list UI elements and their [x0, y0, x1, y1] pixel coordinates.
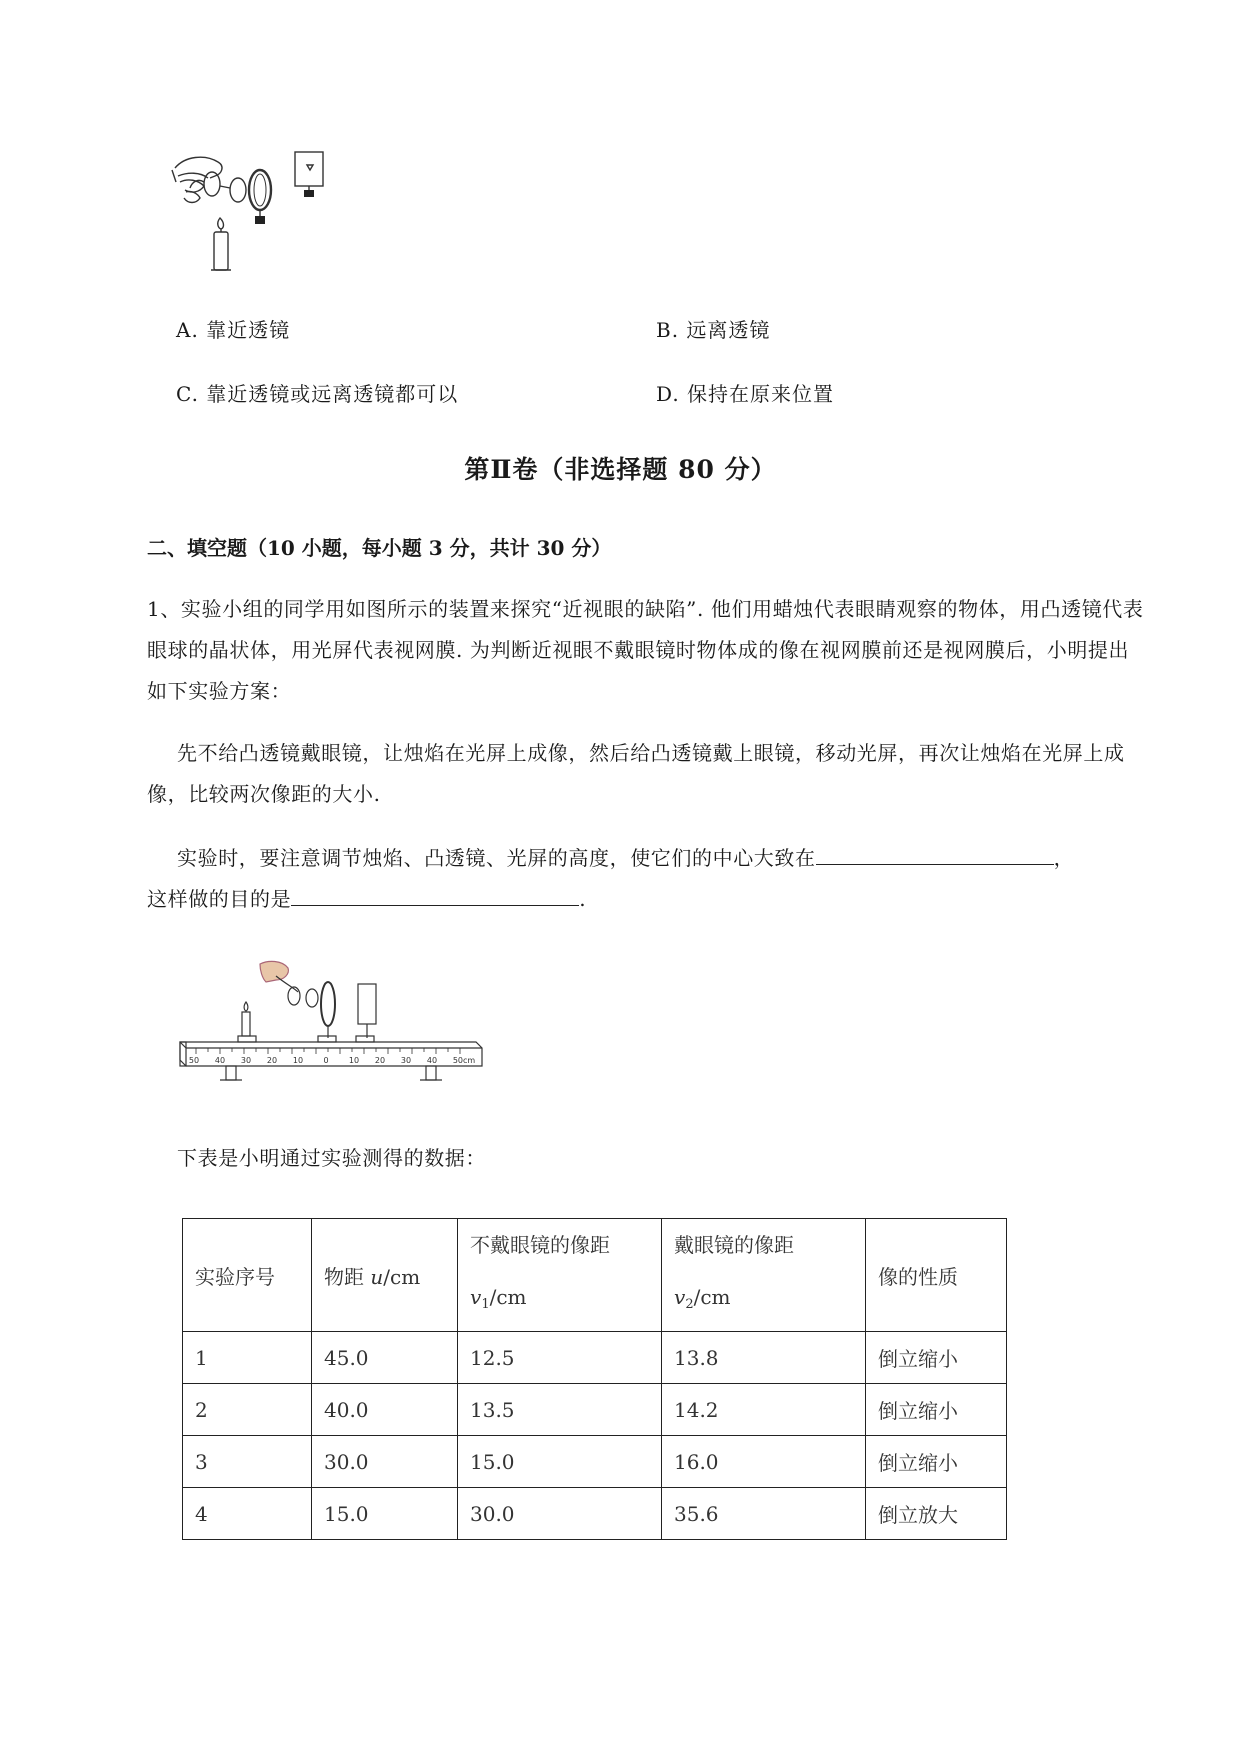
- table-row: [183, 1384, 1007, 1436]
- option-a: A. 靠近透镜: [176, 318, 291, 342]
- cell-v1: 13.5: [458, 1384, 662, 1436]
- fill-text-3: 这样做的目的是: [147, 887, 292, 911]
- question-fill: [147, 838, 1147, 879]
- table-row: [183, 1436, 1007, 1488]
- question-fill-2: [147, 879, 1147, 920]
- cell-object-distance: 45.0: [312, 1332, 458, 1384]
- scale-label: 20: [374, 1056, 386, 1065]
- scale-label: 10: [292, 1056, 304, 1065]
- cell-index: 4: [183, 1488, 312, 1540]
- header-image-nature: 像的性质: [866, 1219, 1007, 1332]
- cell-nature: 倒立放大: [866, 1488, 1007, 1540]
- header-object-distance: 物距 u/cm: [312, 1219, 458, 1332]
- question-intro: 1、实验小组的同学用如图所示的装置来探究“近视眼的缺陷”. 他们用蜡烛代表眼睛观察的物体，用凸透镜代表眼球的晶状体，用光屏代表视网膜. 为判断近视眼不戴眼镜时物体成的像在视网膜前还是视网膜后，小明提出如下实验方案：: [147, 597, 1144, 703]
- scale-label: 50cm: [452, 1056, 476, 1065]
- answer-blank-1[interactable]: [816, 844, 1054, 865]
- cell-v2: 35.6: [662, 1488, 866, 1540]
- cell-index: 2: [183, 1384, 312, 1436]
- header-image-distance-glasses: 戴眼镜的像距 $v_2/cm$: [662, 1219, 866, 1332]
- header-index: 实验序号: [183, 1219, 312, 1332]
- scale-label: 40: [426, 1056, 438, 1065]
- cell-object-distance: 15.0: [312, 1488, 458, 1540]
- table-row: [183, 1332, 1007, 1384]
- question-plan: 先不给凸透镜戴眼镜，让烛焰在光屏上成像，然后给凸透镜戴上眼镜，移动光屏，再次让烛焰在光屏上成像，比较两次像距的大小.: [147, 741, 1125, 806]
- option-d: D. 保持在原来位置: [656, 382, 835, 406]
- cell-v1: 30.0: [458, 1488, 662, 1540]
- scale-label: 50: [188, 1056, 200, 1065]
- cell-nature: 倒立缩小: [866, 1436, 1007, 1488]
- optics-setup-figure: [170, 148, 360, 283]
- fill-text-1: 实验时，要注意调节烛焰、凸透镜、光屏的高度，使它们的中心大致在: [177, 846, 816, 870]
- answer-blank-2[interactable]: [291, 885, 579, 906]
- cell-v2: 13.8: [662, 1332, 866, 1384]
- fill-text-4: .: [579, 887, 587, 911]
- scale-label: 30: [240, 1056, 252, 1065]
- scale-label: 20: [266, 1056, 278, 1065]
- cell-v2: 16.0: [662, 1436, 866, 1488]
- cell-index: 1: [183, 1332, 312, 1384]
- cell-nature: 倒立缩小: [866, 1332, 1007, 1384]
- scale-label: 40: [214, 1056, 226, 1065]
- fill-text-2: ，: [1053, 846, 1075, 870]
- option-c: C. 靠近透镜或远离透镜都可以: [176, 382, 459, 406]
- part-title: 二、填空题（10 小题，每小题 3 分，共计 30 分）: [147, 536, 612, 560]
- cell-v1: 12.5: [458, 1332, 662, 1384]
- cell-nature: 倒立缩小: [866, 1384, 1007, 1436]
- header-image-distance-no-glasses: 不戴眼镜的像距 $v_1/cm$: [458, 1219, 662, 1332]
- table-intro: 下表是小明通过实验测得的数据：: [177, 1146, 486, 1170]
- table-header-row: [183, 1219, 1007, 1332]
- option-b: B. 远离透镜: [656, 318, 771, 342]
- cell-v2: 14.2: [662, 1384, 866, 1436]
- optical-bench-figure: [176, 958, 506, 1096]
- scale-label: 10: [348, 1056, 360, 1065]
- cell-object-distance: 40.0: [312, 1384, 458, 1436]
- scale-label: 30: [400, 1056, 412, 1065]
- data-table: [182, 1218, 1007, 1540]
- cell-index: 3: [183, 1436, 312, 1488]
- scale-label: 0: [323, 1056, 329, 1065]
- cell-object-distance: 30.0: [312, 1436, 458, 1488]
- table-row: [183, 1488, 1007, 1540]
- section-title: 第Ⅱ卷（非选择题 80 分）: [464, 455, 777, 484]
- cell-v1: 15.0: [458, 1436, 662, 1488]
